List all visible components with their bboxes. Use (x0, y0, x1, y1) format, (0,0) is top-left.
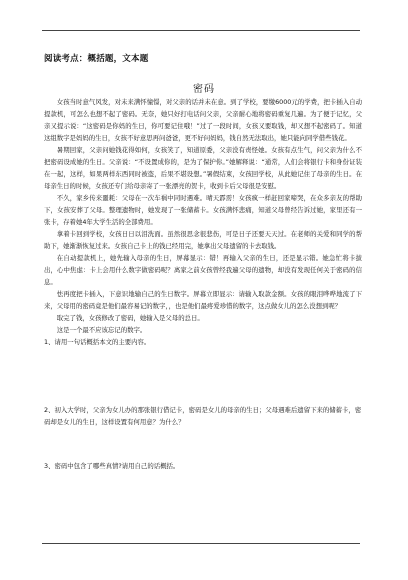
paragraph-7: 取完了钱，女孩修改了密码，她输入是父母的总日。 (56, 314, 204, 322)
paragraph-6: 怯再度把卡插入，下意识地输自己的生日数字。屏幕立即显示：请输入取款金额。女孩的眼泪哗哗地流了下来，父母用的密码竟是他们最容易记的数字，，也是他们最疼爱珍惜的数字，这点做女儿的怎么没想到呢？ (44, 290, 362, 310)
question-2: 2、初入大学时，父亲为女儿办的那张银行借记卡，密码是女儿的母亲的生日；父母遇难后遗留下来的储蓄卡，密码却是女儿的生日，这样设置有何用意？为什么？ (44, 406, 362, 426)
question-3-block (44, 460, 362, 472)
passage-title: 密码 (193, 84, 215, 95)
top-rule (42, 30, 360, 31)
bottom-rule (42, 543, 360, 544)
passage-body (44, 96, 362, 348)
paragraph-8: 这是一个最不应该忘记的数字。 (56, 326, 147, 334)
paragraph-4: 拿着卡回到学校，女孩日日以泪洗面。虽然很思念很悲伤，可是日子还要天天过。在老师的关爱和同学的帮助下，她渐渐恢复过来。女孩自己卡上的钱已经用完，她拿出父母遗留的卡去取钱。 (44, 230, 362, 250)
paragraph-2: 暑期回家，父亲问她钱花得如何，女孩笑了，知道原委，父亲没有责怪她。女孩有点生气，问父亲为什么不把密码设成她的生日。父亲说：“不设置成你的，是为了保护你。”她解释说：“通常，人们会将银行卡和身份证装在一起，这样，如果两样东西同时被盗，后果不堪设想。”暑假结束，女孩回学校，从此她记住了母亲的生日。在母亲生日的时候，女孩还专门给母亲寄了一张漂亮的贺卡，收到卡后父母很是安慰。 (44, 146, 362, 190)
paragraph-1: 女孩当时意气风发，对未来满怀憧憬，对父亲的话并未在意。到了学校，要缴6000元的学费，把卡插入自动提款机，可怎么也想不起了密码。无奈，她只好打电话问父亲，父亲耐心地将密码重复几遍。为了便于记忆，父亲又提示说：“这密码是你妈的生日，你可要记住哦！”过了一段时间，女孩又要取钱，却又想不起密码了。知道这组数字是妈妈的生日，女孩不好意思再问爸爸，更不好问妈妈，钱自然无法取出，她只能向同学借些钱花。 (44, 98, 362, 142)
question-1: 1、请用一句话概括本文的主要内容。 (44, 338, 151, 346)
section-heading: 阅读考点：概括题，文本题 (44, 54, 149, 64)
paragraph-3: 不久，家乡传来噩耗：父母在一次车祸中同时遇难。晴天霹雳！女孩疯一样赶回家啼哭，在众多亲友的帮助下，女孩安葬了父母。整理遗物时，她发现了一张储蓄卡。女孩满怀悲痛，知道父母曾经告诉过她，家里还有一张卡，存着她4年大学生活的全部费用。 (44, 194, 362, 226)
question-3: 3、密码中包含了哪些真情?请用自己的话概括。 (44, 462, 180, 470)
question-2-block (44, 404, 362, 428)
paragraph-5: 在自动提款机上，她先输入母亲的生日，屏幕显示：错！再输入父亲的生日，还是显示错。她急忙将卡拔出，心中焦虑：卡上会用什么数字做密码呢？离家之前女孩曾经我遍父母的遗物，却没有发现任何关于密码的信息。 (44, 254, 362, 286)
